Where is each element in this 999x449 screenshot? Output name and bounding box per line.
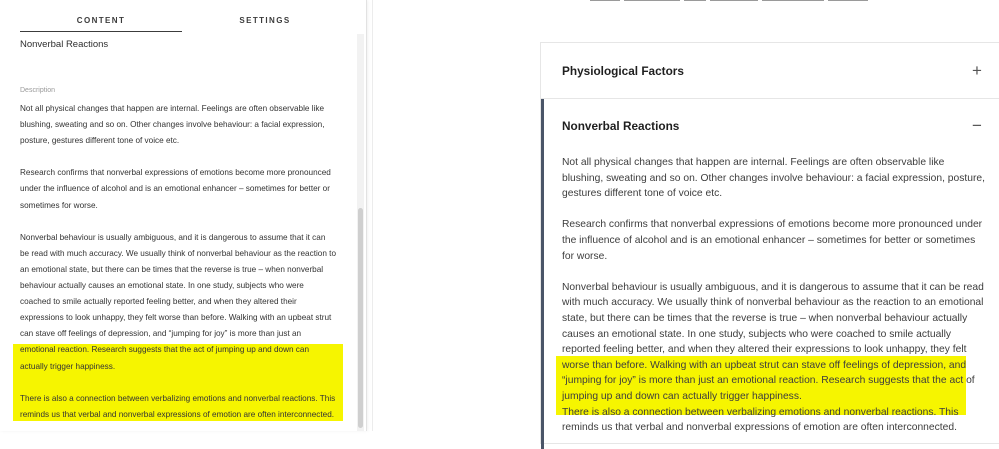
body-paragraph: There is also a connection between verbalizing emotions and nonverbal reactions. This reminds us that verbal and nonverbal expressions of emotion are often interconnected. — [562, 406, 959, 434]
title-input[interactable]: Nonverbal Reactions — [20, 39, 109, 50]
body-paragraph: Research confirms that nonverbal expressions of emotions become more pronounced under the influence of alcohol and is an emotional enhancer – sometimes for better or sometimes for worse. — [562, 219, 983, 262]
accordion-item-physiological-factors[interactable] — [541, 43, 999, 99]
accordion — [540, 42, 999, 444]
description-paragraph: Research confirms that nonverbal expressions of emotions become more pronounced under the influence of alcohol and is an emotional enhancer – sometimes for better or sometimes for worse. — [20, 168, 331, 210]
accordion-title[interactable]: Physiological Factors — [562, 64, 684, 78]
scrollbar-thumb[interactable] — [358, 208, 363, 428]
accordion-item-nonverbal-reactions — [541, 99, 999, 449]
editor-panel — [0, 0, 367, 431]
active-tab-indicator — [20, 31, 182, 32]
panel-divider — [372, 0, 373, 431]
tab-settings[interactable]: SETTINGS — [239, 16, 291, 25]
plus-icon[interactable]: + — [972, 61, 982, 80]
tab-content[interactable]: CONTENT — [76, 16, 126, 25]
accordion-title[interactable]: Nonverbal Reactions — [562, 119, 680, 133]
accordion-body — [562, 155, 986, 436]
body-paragraph: Not all physical changes that happen are internal. Feelings are often observable like blushing, sweating and so on. Other changes involve behaviour: a facial expression, posture, gestures different tone of voice etc. — [562, 157, 986, 200]
description-paragraph: Nonverbal behaviour is usually ambiguous, and it is dangerous to assume that it can be read with much accuracy. We usually think of nonverbal behaviour as the reaction to an emotional state, but there can be times that the reverse is true – when nonverbal behaviour actually causes an emotional state. In one study, subjects who were coached to smile actually reported feeling better, and when they altered their expressions to look unhappy, they felt worse than before. Walking with an upbeat strut can stave off feelings of depression, and “jumping for joy” is more than just an emotional reaction. Research suggests that the act of jumping up and down can actually trigger happiness. — [20, 232, 336, 371]
description-paragraph: There is also a connection between verbalizing emotions and nonverbal reactions. This reminds us that verbal and nonverbal expressions of emotion are often interconnected. — [20, 393, 336, 419]
body-paragraph: Nonverbal behaviour is usually ambiguous, and it is dangerous to assume that it can be read with much accuracy. We usually think of nonverbal behaviour as the reaction to an emotional state, but there can be times that the reverse is true – when nonverbal behaviour actually causes an emotional state. In one study, subjects who were coached to smile actually reported feeling better, and when they altered their expressions to look unhappy, they felt worse than before. Walking with an upbeat strut can stave off feelings of depression, and “jumping for joy” is more than just an emotional reaction. Research suggests that the act of jumping up and down can actually trigger happiness. — [562, 281, 984, 402]
description-textarea[interactable] — [20, 101, 336, 423]
cropped-text-line — [590, 0, 880, 4]
description-label: Description — [20, 87, 56, 94]
description-paragraph: Not all physical changes that happen are internal. Feelings are often observable like blushing, sweating and so on. Other changes involve behaviour: a facial expression, posture, gestures different tone of voice etc. — [20, 104, 325, 146]
editor-tabs — [0, 0, 366, 33]
minus-icon[interactable]: − — [972, 116, 982, 135]
